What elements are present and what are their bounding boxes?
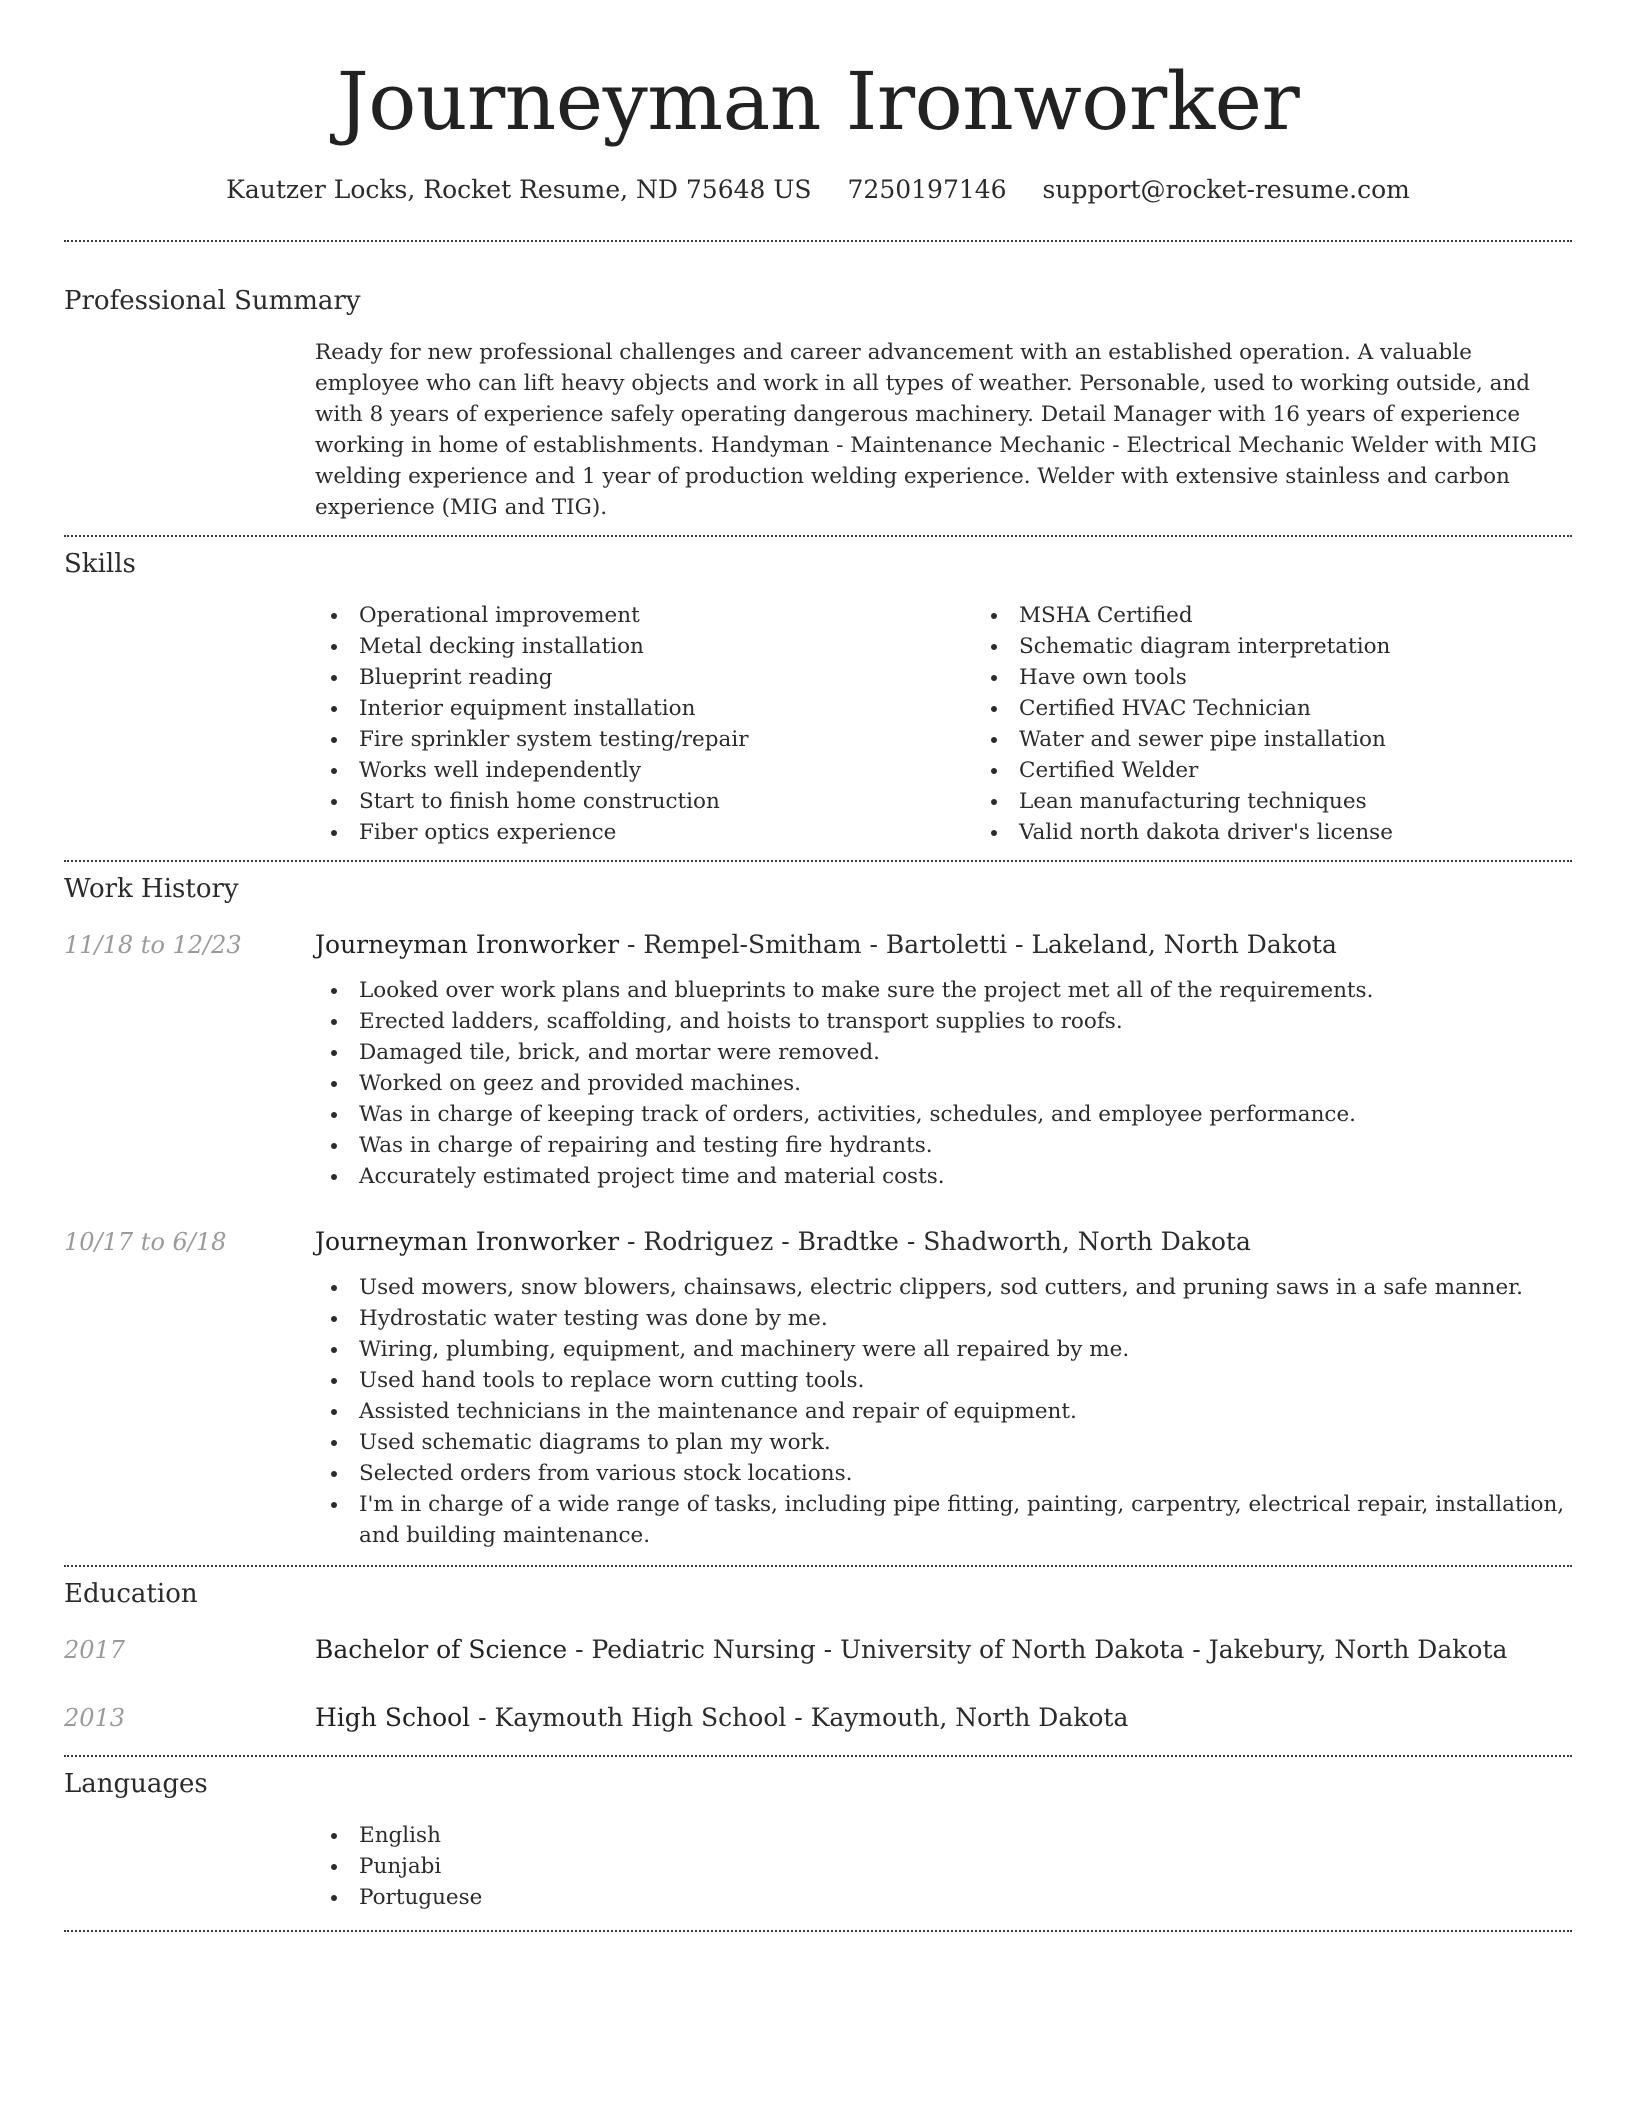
job-bullet: Looked over work plans and blueprints to make sure the project met all of the requirements. <box>359 975 1572 1006</box>
skill-item: Water and sewer pipe installation <box>1019 724 1632 755</box>
skill-item: Metal decking installation <box>359 631 975 662</box>
job-bullet: Wiring, plumbing, equipment, and machinery were all repaired by me. <box>359 1334 1572 1365</box>
job-entry <box>64 928 1572 1192</box>
skill-item: Start to finish home construction <box>359 786 975 817</box>
skill-item: Schematic diagram interpretation <box>1019 631 1632 662</box>
job-dates: 11/18 to 12/23 <box>64 931 242 959</box>
job-bullet: Damaged tile, brick, and mortar were removed. <box>359 1037 1572 1068</box>
languages-section <box>64 1767 1572 1913</box>
job-bullets <box>315 975 1572 1192</box>
job-entry <box>64 1225 1572 1551</box>
skill-item: MSHA Certified <box>1019 600 1632 631</box>
job-bullet: Accurately estimated project time and material costs. <box>359 1161 1572 1192</box>
skills-list-right <box>975 600 1632 848</box>
job-bullet: Used hand tools to replace worn cutting tools. <box>359 1365 1572 1396</box>
skills-section <box>64 547 1572 848</box>
education-entry <box>64 1701 1572 1735</box>
job-bullet: Worked on geez and provided machines. <box>359 1068 1572 1099</box>
summary-title: Professional Summary <box>64 286 361 316</box>
languages-body <box>315 1820 1572 1913</box>
resume-name: Journeyman Ironworker <box>336 55 1300 148</box>
languages-list <box>315 1820 1572 1913</box>
skill-item: Interior equipment installation <box>359 693 975 724</box>
education-section <box>64 1577 1572 1735</box>
job-bullet: Hydrostatic water testing was done by me. <box>359 1303 1572 1334</box>
skills-list-left <box>315 600 975 848</box>
contact-address: Kautzer Locks, Rocket Resume, ND 75648 US <box>226 175 812 204</box>
education-degree: High School <box>315 1703 471 1732</box>
education-entry <box>64 1633 1572 1667</box>
skill-item: Works well independently <box>359 755 975 786</box>
contact-email: support@rocket-resume.com <box>1042 175 1410 204</box>
skills-title: Skills <box>64 549 136 579</box>
job-bullet: Selected orders from various stock locations. <box>359 1458 1572 1489</box>
divider <box>64 1755 1572 1757</box>
skill-item: Valid north dakota driver's license <box>1019 817 1632 848</box>
language-item: Punjabi <box>359 1851 1572 1882</box>
work-section <box>64 872 1572 1551</box>
skill-item: Fiber optics experience <box>359 817 975 848</box>
languages-title: Languages <box>64 1769 208 1799</box>
job-title: Journeyman Ironworker <box>315 1227 620 1256</box>
work-title: Work History <box>64 874 239 904</box>
job-bullet: Used schematic diagrams to plan my work. <box>359 1427 1572 1458</box>
education-heading <box>315 1633 1572 1667</box>
language-item: English <box>359 1820 1572 1851</box>
job-bullet: Used mowers, snow blowers, chainsaws, electric clippers, sod cutters, and pruning saws in a safe manner. <box>359 1272 1572 1303</box>
divider <box>64 1930 1572 1932</box>
job-bullet: Was in charge of keeping track of orders, activities, schedules, and employee performance. <box>359 1099 1572 1130</box>
skill-item: Certified Welder <box>1019 755 1632 786</box>
divider <box>64 240 1572 242</box>
job-bullet: Erected ladders, scaffolding, and hoists to transport supplies to roofs. <box>359 1006 1572 1037</box>
job-dates: 10/17 to 6/18 <box>64 1228 227 1256</box>
education-details: - Kaymouth High School - Kaymouth, North Dakota <box>470 1703 1129 1732</box>
education-heading <box>315 1701 1572 1735</box>
skill-item: Certified HVAC Technician <box>1019 693 1632 724</box>
resume-page <box>64 0 1572 1932</box>
skill-item: Have own tools <box>1019 662 1632 693</box>
job-heading <box>315 928 1572 962</box>
summary-body <box>315 337 1572 523</box>
job-main <box>315 928 1572 1192</box>
job-bullet: I'm in charge of a wide range of tasks, including pipe fitting, painting, carpentry, electrical repair, installation, and building maintenance. <box>359 1489 1572 1551</box>
language-item: Portuguese <box>359 1882 1572 1913</box>
skill-item: Blueprint reading <box>359 662 975 693</box>
skills-grid <box>315 600 1572 848</box>
education-title: Education <box>64 1579 198 1609</box>
summary-section <box>64 284 1572 523</box>
job-bullets <box>315 1272 1572 1551</box>
education-degree: Bachelor of Science <box>315 1635 568 1664</box>
summary-text: Ready for new professional challenges and career advancement with an established operation. A valuable employee who can lift heavy objects and work in all types of weather. Personable, used to working outside, and with 8 years of experience safely operating dangerous machinery. Detail Manager with 16 years of experience working in home of establishments. Handyman - Maintenance Mechanic - Electrical Mechanic Welder with MIG welding experience and 1 year of production welding experience. Welder with extensive stainless and carbon experience (MIG and TIG). <box>315 340 1537 520</box>
skill-item: Fire sprinkler system testing/repair <box>359 724 975 755</box>
skill-item: Lean manufacturing techniques <box>1019 786 1632 817</box>
skill-item: Operational improvement <box>359 600 975 631</box>
contact-line <box>64 174 1572 206</box>
job-bullet: Assisted technicians in the maintenance and repair of equipment. <box>359 1396 1572 1427</box>
job-details: - Rodriguez - Bradtke - Shadworth, North Dakota <box>619 1227 1251 1256</box>
contact-phone: 7250197146 <box>847 175 1007 204</box>
job-main <box>315 1225 1572 1551</box>
education-year: 2013 <box>64 1704 126 1732</box>
education-year: 2017 <box>64 1636 126 1664</box>
divider <box>64 860 1572 862</box>
education-details: - Pediatric Nursing - University of North Dakota - Jakebury, North Dakota <box>567 1635 1508 1664</box>
job-details: - Rempel-Smitham - Bartoletti - Lakeland, North Dakota <box>619 930 1337 959</box>
job-bullet: Was in charge of repairing and testing fire hydrants. <box>359 1130 1572 1161</box>
job-heading <box>315 1225 1572 1259</box>
divider <box>64 1565 1572 1567</box>
divider <box>64 535 1572 537</box>
job-title: Journeyman Ironworker <box>315 930 620 959</box>
